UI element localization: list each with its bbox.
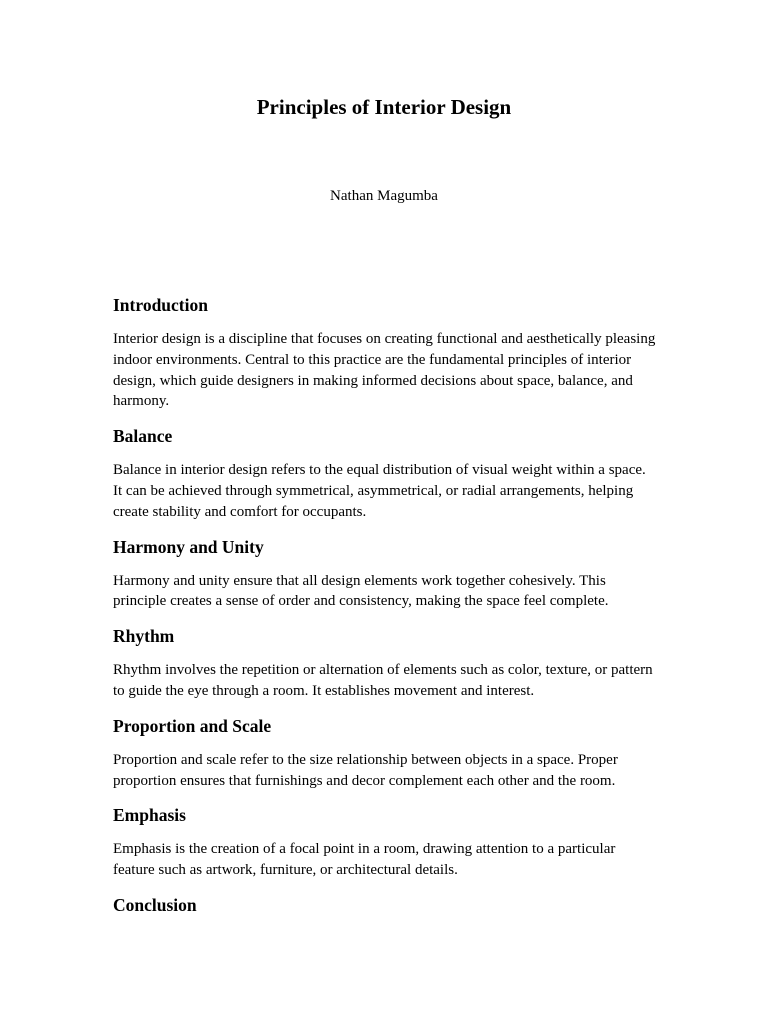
section-heading-introduction: Introduction <box>113 295 208 315</box>
section-body-balance: Balance in interior design refers to the equal distribution of visual weight within a space. It can be achieved through symmetrical, asymmetrical, or radial arrangements, helping create stability and comfort for occupants. <box>113 462 646 520</box>
document-author: Nathan Magumba <box>330 188 438 204</box>
section-heading-emphasis: Emphasis <box>113 805 186 826</box>
section-heading-conclusion: Conclusion <box>113 894 197 915</box>
section-heading-harmony-unity: Harmony and Unity <box>113 536 264 557</box>
document-title: Principles of Interior Design <box>256 95 512 119</box>
section-body-harmony-unity: Harmony and unity ensure that all design elements work together cohesively. This principle creates a sense of order and consistency, making the space feel complete. <box>113 572 609 610</box>
section-body-rhythm: Rhythm involves the repetition or alternation of elements such as color, texture, or pattern to guide the eye through a room. It establishes movement and interest. <box>113 662 653 699</box>
section-heading-balance: Balance <box>113 426 173 447</box>
section-body-proportion-scale: Proportion and scale refer to the size relationship between objects in a space. Proper proportion ensures that furnishings and decor complement each other and the room. <box>113 751 618 789</box>
section-body-emphasis: Emphasis is the creation of a focal point in a room, drawing attention to a particular feature such as artwork, furniture, or architectural details. <box>113 841 616 879</box>
section-heading-proportion-scale: Proportion and Scale <box>113 715 272 736</box>
document-body <box>113 294 658 929</box>
section-heading-rhythm: Rhythm <box>113 626 175 647</box>
section-body-introduction: Interior design is a discipline that focuses on creating functional and aesthetically pleasing indoor environments. Central to this practice are the fundamental principles of interior design, which guide designers in making informed decisions about space, balance, and harmony. <box>113 331 656 410</box>
